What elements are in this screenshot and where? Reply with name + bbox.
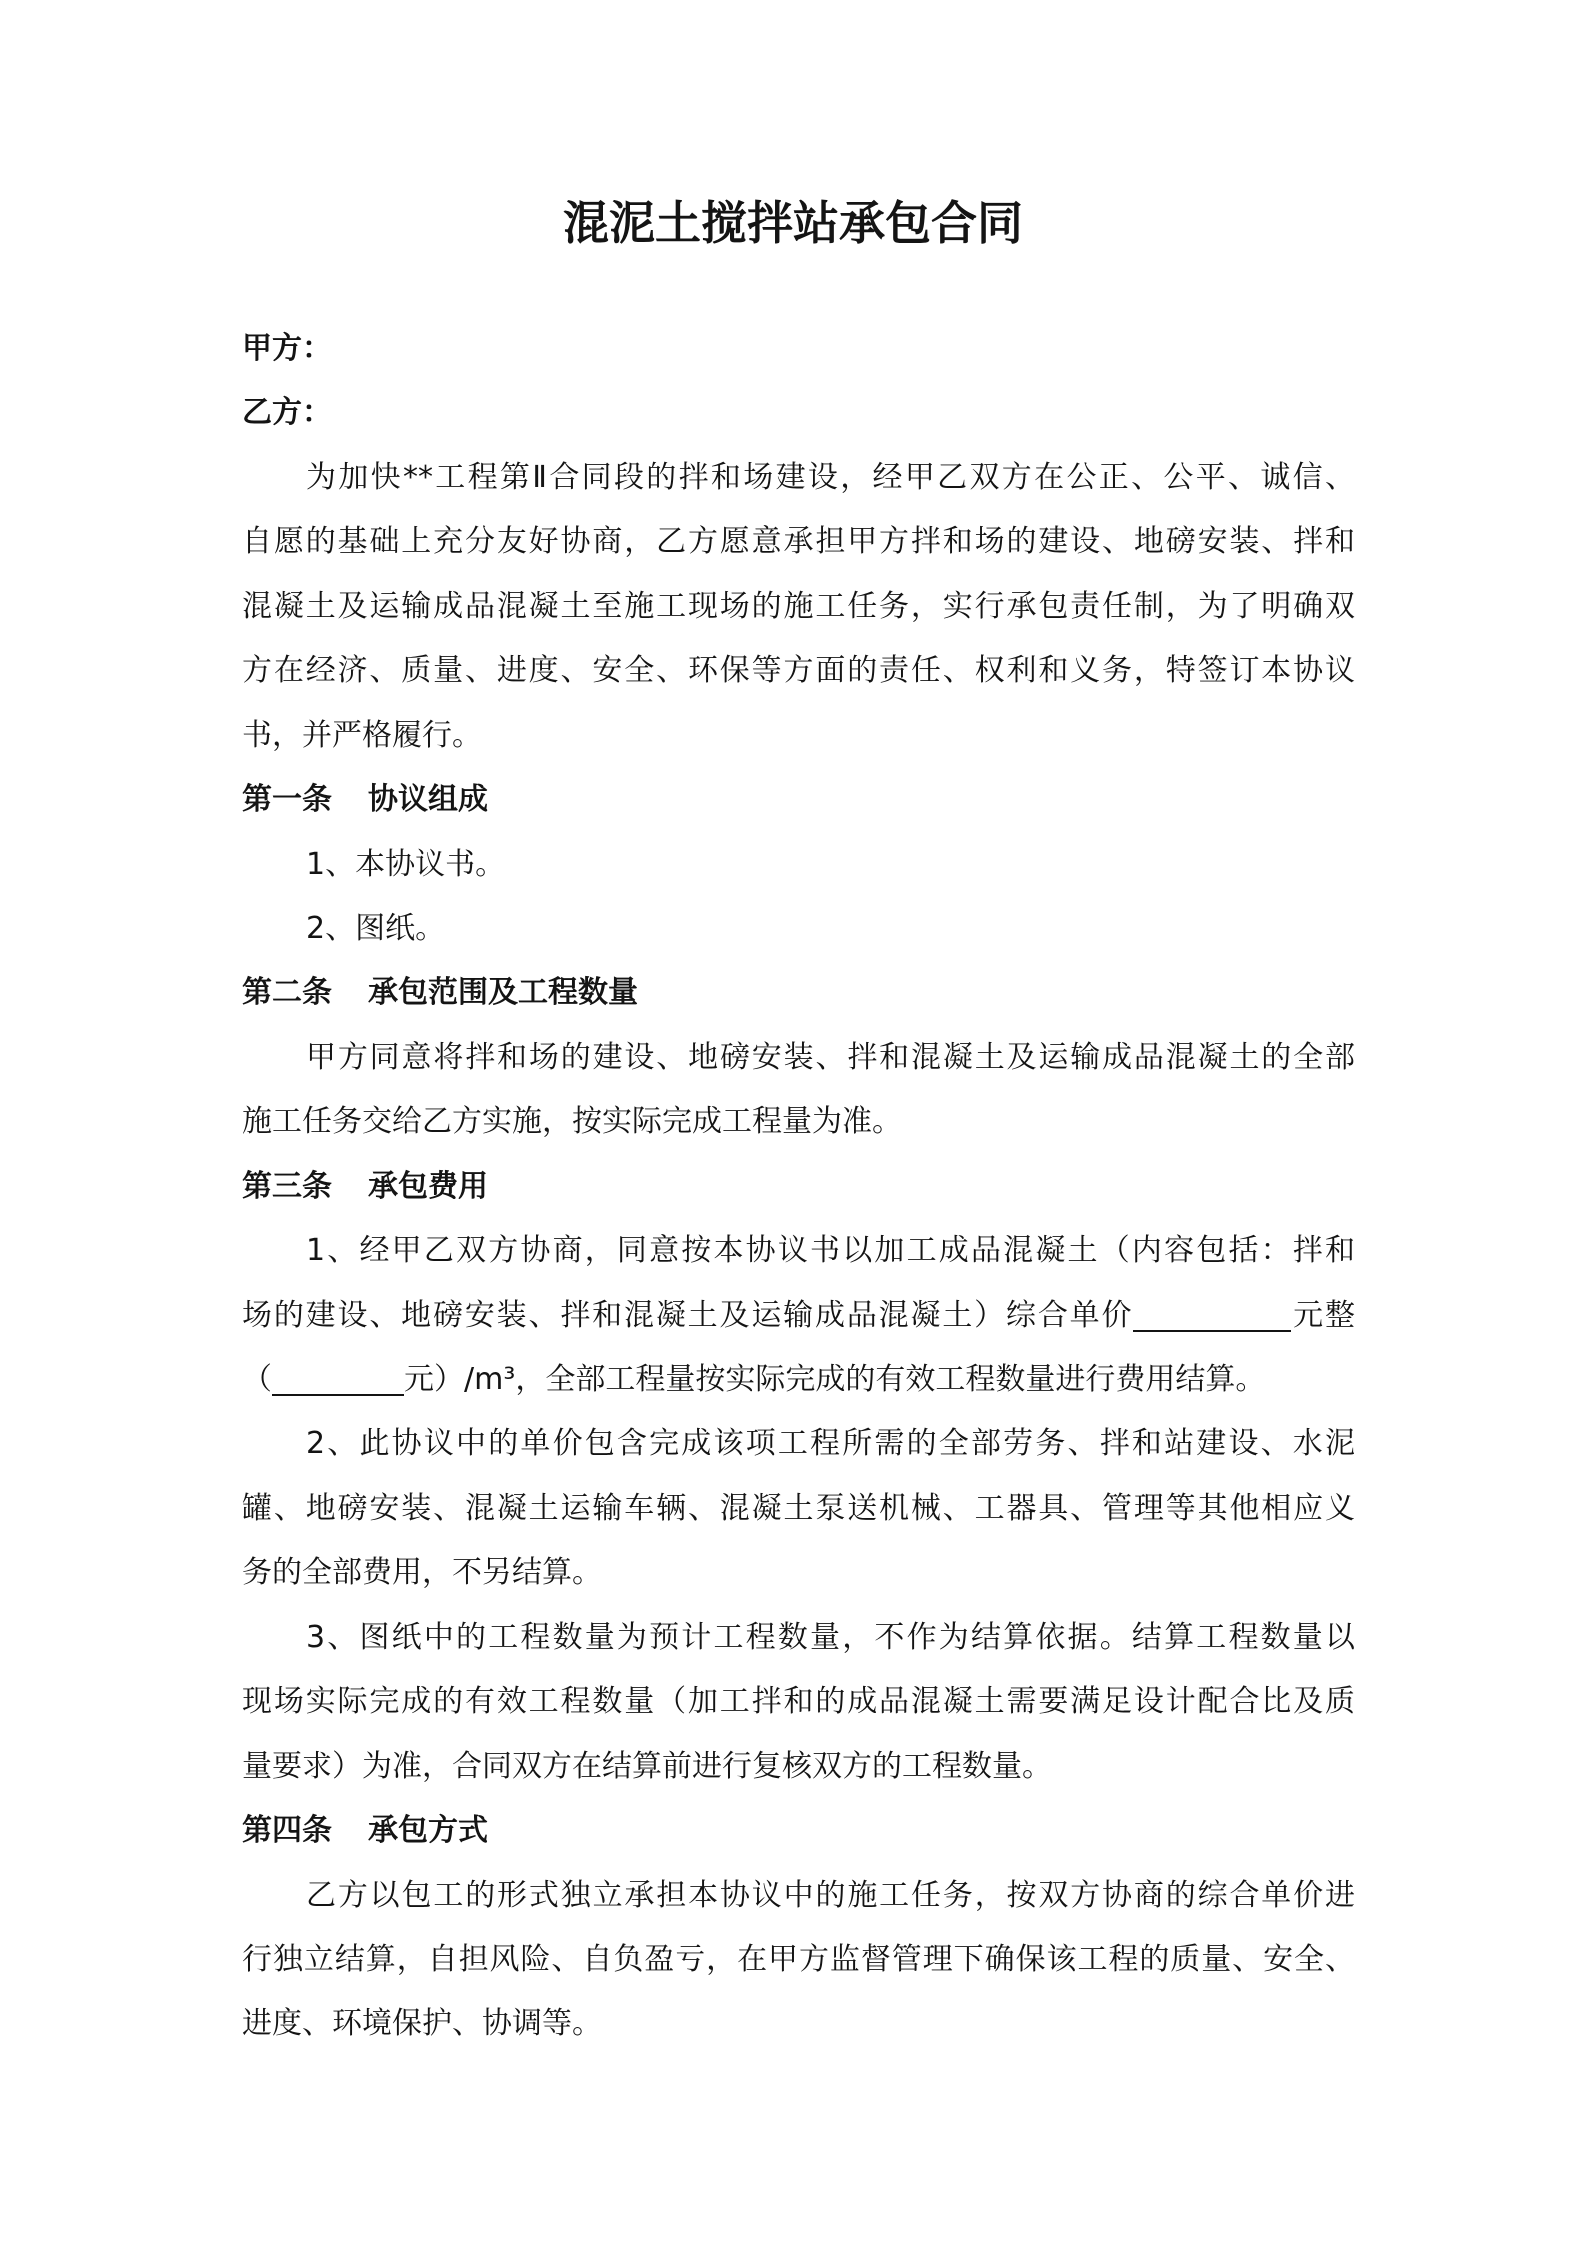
clause-line: 2、此协议中的单价包含完成该项工程所需的全部劳务、拌和站建设、水泥 xyxy=(306,1426,1355,1462)
article-number: 第四条 xyxy=(242,1813,332,1849)
preamble-line: 方在经济、质量、进度、安全、环保等方面的责任、权利和义务，特签订本协议 xyxy=(242,653,1355,689)
article-heading xyxy=(242,768,1355,832)
preamble-line: 自愿的基础上充分友好协商，乙方愿意承担甲方拌和场的建设、地磅安装、拌和 xyxy=(242,524,1355,560)
paragraph-line: 行独立结算，自担风险、自负盈亏，在甲方监督管理下确保该工程的质量、安全、 xyxy=(242,1941,1355,1977)
article-heading xyxy=(242,961,1355,1025)
article-4 xyxy=(242,1799,1355,2057)
party-b-label: 乙方： xyxy=(242,395,332,431)
list-item: 2、图纸。 xyxy=(306,910,446,946)
price-line-suffix: 元整 xyxy=(1291,1297,1356,1333)
article-heading xyxy=(242,1799,1355,1863)
preamble xyxy=(242,446,1355,768)
contract-body xyxy=(242,317,1355,2057)
party-a-label: 甲方： xyxy=(242,331,332,366)
preamble-line: 书，并严格履行。 xyxy=(242,717,482,753)
article-number: 第三条 xyxy=(242,1168,332,1204)
preamble-line: 为加快**工程第Ⅱ合同段的拌和场建设，经甲乙双方在公正、公平、诚信、 xyxy=(306,459,1355,495)
article-number: 第二条 xyxy=(242,975,332,1011)
list-item: 1、本协议书。 xyxy=(306,846,506,882)
clause-line: 务的全部费用，不另结算。 xyxy=(242,1555,602,1591)
clause-line: 3、图纸中的工程数量为预计工程数量，不作为结算依据。结算工程数量以 xyxy=(306,1619,1355,1655)
paragraph-line: 乙方以包工的形式独立承担本协议中的施工任务，按双方协商的综合单价进 xyxy=(306,1877,1355,1913)
article-2 xyxy=(242,961,1355,1154)
article-title: 承包方式 xyxy=(368,1813,488,1849)
rate-line xyxy=(242,1348,1355,1412)
unit-price-blank xyxy=(1133,1300,1291,1332)
rate-line-suffix: 元）/m³，全部工程量按实际完成的有效工程数量进行费用结算。 xyxy=(404,1362,1266,1397)
price-line-prefix: 场的建设、地磅安装、拌和混凝土及运输成品混凝土）综合单价 xyxy=(242,1297,1134,1333)
clause-line: 现场实际完成的有效工程数量（加工拌和的成品混凝土需要满足设计配合比及质 xyxy=(242,1684,1355,1720)
article-title: 协议组成 xyxy=(368,782,488,818)
clause-line: 量要求）为准，合同双方在结算前进行复核双方的工程数量。 xyxy=(242,1748,1052,1784)
clause-line: 罐、地磅安装、混凝土运输车辆、混凝土泵送机械、工器具、管理等其他相应义 xyxy=(242,1490,1355,1526)
rate-line-prefix: （ xyxy=(242,1362,272,1397)
article-3 xyxy=(242,1155,1355,1799)
preamble-line: 混凝土及运输成品混凝土至施工现场的施工任务，实行承包责任制，为了明确双 xyxy=(242,588,1355,624)
price-line xyxy=(242,1284,1355,1348)
paragraph-line: 施工任务交给乙方实施，按实际完成工程量为准。 xyxy=(242,1104,902,1140)
article-title: 承包费用 xyxy=(368,1168,488,1204)
paragraph-line: 甲方同意将拌和场的建设、地磅安装、拌和混凝土及运输成品混凝土的全部 xyxy=(306,1039,1355,1075)
unit-rate-blank xyxy=(272,1364,404,1396)
paragraph-line: 进度、环境保护、协调等。 xyxy=(242,2006,602,2042)
document-title: 混泥土搅拌站承包合同 xyxy=(563,196,1023,250)
article-title: 承包范围及工程数量 xyxy=(368,975,638,1011)
clause-line: 1、经甲乙双方协商，同意按本协议书以加工成品混凝土（内容包括：拌和 xyxy=(306,1233,1355,1269)
article-heading xyxy=(242,1155,1355,1219)
article-number: 第一条 xyxy=(242,782,332,818)
article-1 xyxy=(242,768,1355,961)
